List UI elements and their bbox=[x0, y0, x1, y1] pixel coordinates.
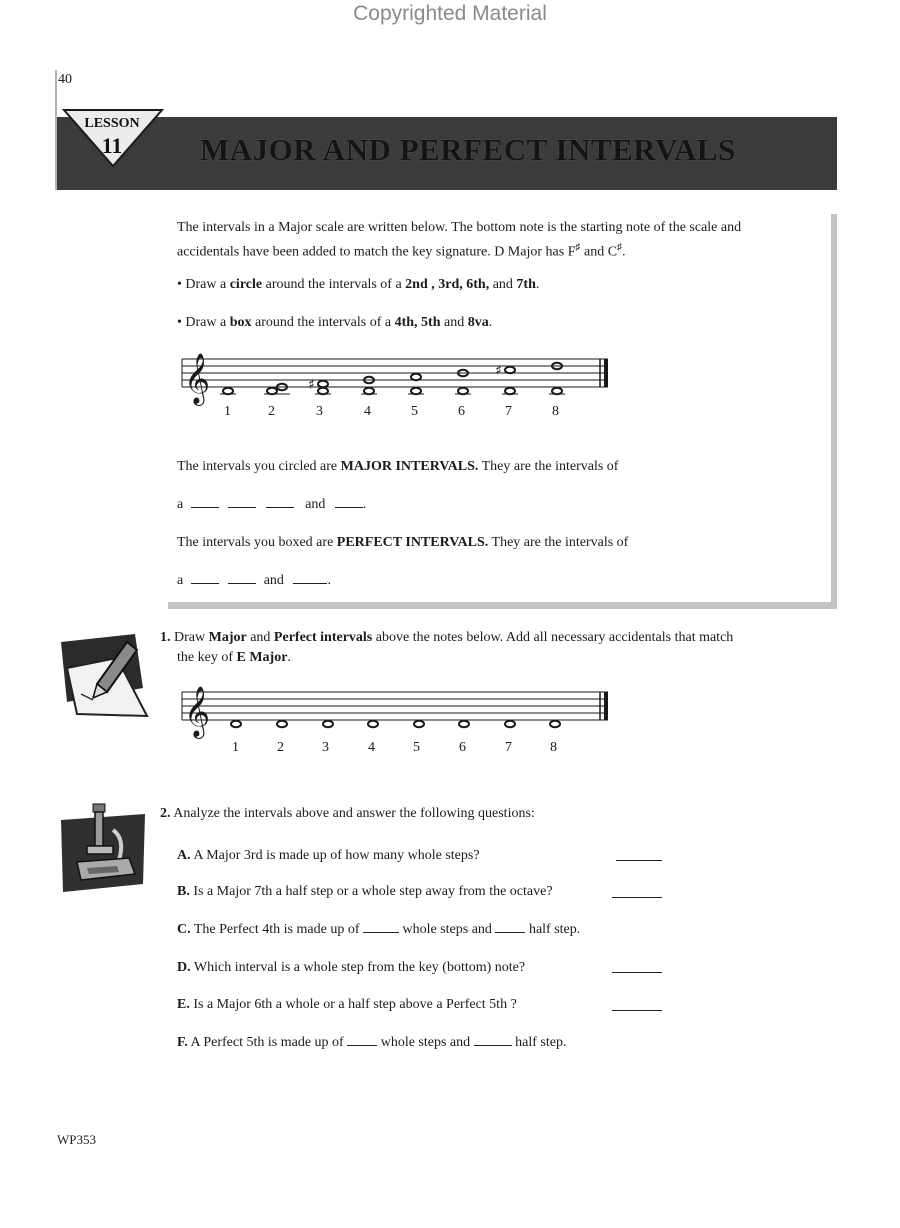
staff2-number: 6 bbox=[459, 740, 466, 755]
lesson-label: LESSON bbox=[84, 116, 140, 131]
staff2-number: 3 bbox=[322, 740, 329, 755]
answer-blank-a[interactable] bbox=[616, 848, 662, 861]
pencil-writing-icon bbox=[57, 628, 149, 720]
exercise1-line1: 1. Draw Major and Perfect intervals above the notes below. Add all necessary accidentals that match bbox=[160, 630, 734, 645]
staff2-number: 8 bbox=[550, 740, 557, 755]
blank-field[interactable] bbox=[228, 571, 256, 584]
lesson-title: MAJOR AND PERFECT INTERVALS bbox=[200, 132, 736, 167]
question-e: E. Is a Major 6th a whole or a half step above a Perfect 5th ? bbox=[177, 997, 517, 1012]
blank-field[interactable] bbox=[474, 1033, 512, 1046]
blank-field[interactable] bbox=[293, 571, 327, 584]
intro-line-2: accidentals have been added to match the key signature. D Major has F♯ and C♯. bbox=[177, 242, 626, 260]
blank-field[interactable] bbox=[191, 495, 219, 508]
intro-line-1: The intervals in a Major scale are written below. The bottom note is the starting note of the scale and bbox=[177, 220, 742, 235]
staff2-number: 1 bbox=[232, 740, 239, 755]
staff2-number: 2 bbox=[277, 740, 284, 755]
svg-text:♯: ♯ bbox=[308, 377, 315, 393]
staff1-number: 6 bbox=[458, 404, 465, 419]
copyright-watermark: Copyrighted Material bbox=[353, 2, 547, 25]
staff1-number: 3 bbox=[316, 404, 323, 419]
staff1-number: 4 bbox=[364, 404, 371, 419]
staff1-number: 2 bbox=[268, 404, 275, 419]
staff1-number: 8 bbox=[552, 404, 559, 419]
catalog-code: WP353 bbox=[57, 1132, 96, 1147]
answer-blank-e[interactable] bbox=[612, 998, 662, 1011]
question-a: A. A Major 3rd is made up of how many whole steps? bbox=[177, 848, 480, 863]
question-f: F. A Perfect 5th is made up of whole steps and half step. bbox=[177, 1035, 567, 1050]
staff2-number: 7 bbox=[505, 740, 512, 755]
question-c: C. The Perfect 4th is made up of whole steps and half step. bbox=[177, 922, 581, 937]
treble-clef-icon: 𝄞 bbox=[184, 353, 211, 404]
staff-d-major-intervals bbox=[176, 345, 616, 425]
bullet-circle: • Draw a circle around the intervals of a 2nd , 3rd, 6th, and 7th. bbox=[177, 277, 540, 292]
exercise1-line2: the key of E Major. bbox=[177, 650, 291, 665]
blank-field[interactable] bbox=[191, 571, 219, 584]
staff1-number: 5 bbox=[411, 404, 418, 419]
perfect-intervals-blanks: a and . bbox=[177, 573, 331, 588]
perfect-intervals-sentence: The intervals you boxed are PERFECT INTERVALS. They are the intervals of bbox=[177, 535, 629, 550]
blank-field[interactable] bbox=[363, 920, 399, 933]
lesson-number: 11 bbox=[101, 133, 123, 158]
staff2-number: 4 bbox=[368, 740, 375, 755]
question-b: B. Is a Major 7th a half step or a whole step away from the octave? bbox=[177, 884, 553, 899]
major-intervals-blanks: a and . bbox=[177, 497, 367, 512]
exercise2-heading: 2. Analyze the intervals above and answer the following questions: bbox=[160, 806, 535, 821]
bullet-box: • Draw a box around the intervals of a 4th, 5th and 8va. bbox=[177, 315, 493, 330]
box-shadow bbox=[168, 602, 837, 609]
answer-blank-d[interactable] bbox=[612, 960, 662, 973]
page-number: 40 bbox=[58, 72, 72, 87]
major-intervals-sentence: The intervals you circled are MAJOR INTERVALS. They are the intervals of bbox=[177, 459, 619, 474]
staff1-number: 7 bbox=[505, 404, 512, 419]
box-shadow bbox=[831, 214, 837, 609]
svg-text:♯: ♯ bbox=[495, 363, 502, 379]
answer-blank-b[interactable] bbox=[612, 885, 662, 898]
question-d: D. Which interval is a whole step from the key (bottom) note? bbox=[177, 960, 526, 975]
blank-field[interactable] bbox=[266, 495, 294, 508]
microscope-icon bbox=[57, 800, 149, 900]
staff1-number: 1 bbox=[224, 404, 231, 419]
staff2-number: 5 bbox=[413, 740, 420, 755]
blank-field[interactable] bbox=[347, 1033, 377, 1046]
treble-clef-icon: 𝄞 bbox=[184, 686, 211, 737]
blank-field[interactable] bbox=[495, 920, 525, 933]
blank-field[interactable] bbox=[335, 495, 363, 508]
blank-field[interactable] bbox=[228, 495, 256, 508]
